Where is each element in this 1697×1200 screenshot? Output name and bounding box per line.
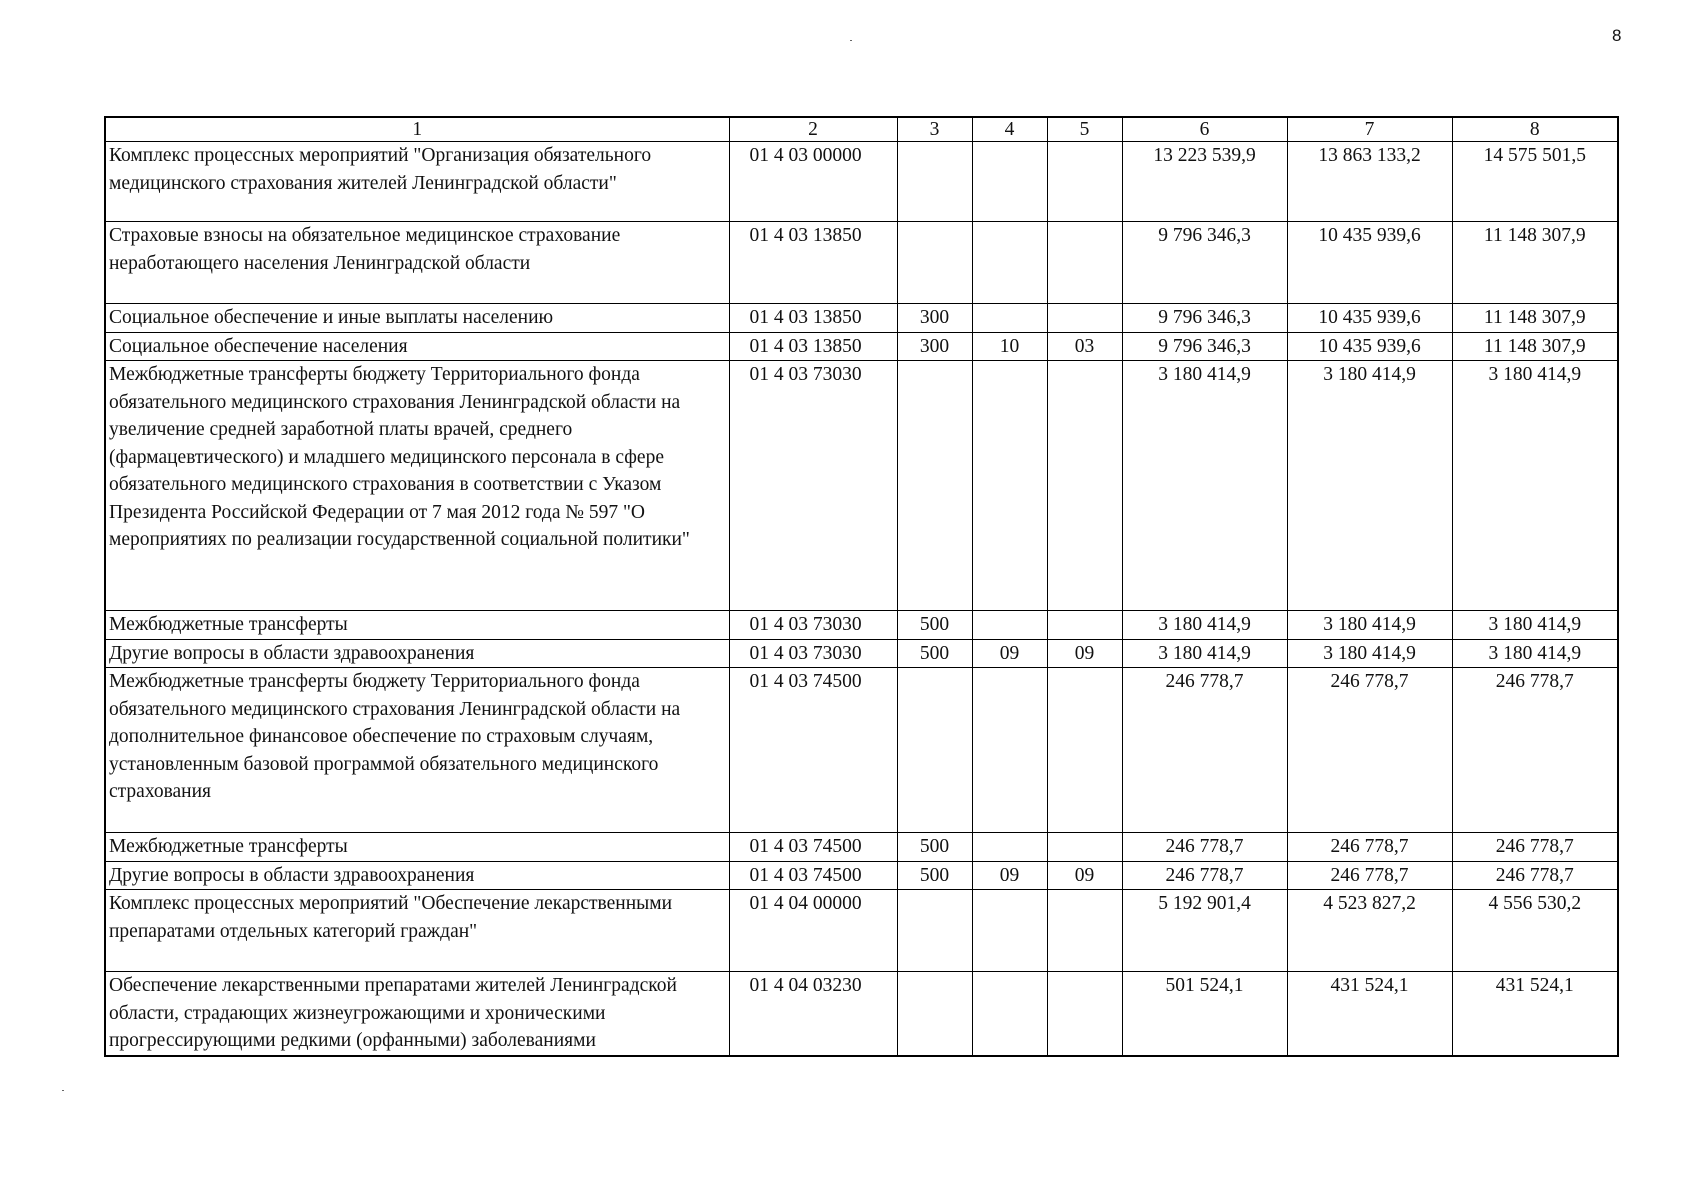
row-name: Межбюджетные трансферты бюджету Территориального фонда обязательного медицинского страхования Ленинградской области на увеличение средней заработной платы врачей, среднего (фармацевтического) и младшего медицинского персонала в сфере обязательного медицинского страхования в соответствии с Указом Президента Российской Федерации от 7 мая 2012 года № 597 "О мероприятиях по реализации государственной социальной политики"	[105, 361, 729, 611]
row-col3: 500	[897, 861, 972, 890]
row-value-8: 3 180 414,9	[1452, 361, 1618, 611]
row-value-6: 3 180 414,9	[1122, 361, 1287, 611]
row-name: Межбюджетные трансферты	[105, 611, 729, 640]
row-col3	[897, 361, 972, 611]
header-row	[105, 117, 1618, 142]
row-name: Социальное обеспечение населения	[105, 332, 729, 361]
table-row	[105, 611, 1618, 640]
page-number: 8	[1612, 26, 1622, 45]
row-value-7: 3 180 414,9	[1287, 639, 1452, 668]
row-col5	[1047, 668, 1122, 833]
header-cell: 5	[1047, 117, 1122, 142]
row-code: 01 4 03 73030	[729, 361, 897, 611]
row-value-7: 431 524,1	[1287, 972, 1452, 1056]
row-col5	[1047, 222, 1122, 304]
row-col5	[1047, 142, 1122, 222]
row-code: 01 4 03 13850	[729, 222, 897, 304]
row-value-7: 10 435 939,6	[1287, 304, 1452, 333]
row-value-6: 13 223 539,9	[1122, 142, 1287, 222]
row-code: 01 4 03 74500	[729, 833, 897, 862]
row-col5	[1047, 304, 1122, 333]
row-col5	[1047, 833, 1122, 862]
row-value-6: 246 778,7	[1122, 668, 1287, 833]
row-value-8: 246 778,7	[1452, 833, 1618, 862]
table-row	[105, 833, 1618, 862]
row-code: 01 4 03 73030	[729, 639, 897, 668]
row-col4	[972, 361, 1047, 611]
table-row	[105, 890, 1618, 972]
row-col4	[972, 668, 1047, 833]
table-row	[105, 972, 1618, 1056]
row-value-8: 11 148 307,9	[1452, 304, 1618, 333]
row-value-7: 246 778,7	[1287, 861, 1452, 890]
header-cell: 7	[1287, 117, 1452, 142]
row-value-6: 501 524,1	[1122, 972, 1287, 1056]
header-cell: 4	[972, 117, 1047, 142]
row-value-7: 3 180 414,9	[1287, 361, 1452, 611]
row-value-7: 246 778,7	[1287, 668, 1452, 833]
row-code: 01 4 03 73030	[729, 611, 897, 640]
row-value-6: 5 192 901,4	[1122, 890, 1287, 972]
row-col4	[972, 611, 1047, 640]
row-value-8: 14 575 501,5	[1452, 142, 1618, 222]
row-value-8: 246 778,7	[1452, 861, 1618, 890]
row-code: 01 4 03 13850	[729, 332, 897, 361]
table-row	[105, 304, 1618, 333]
row-value-6: 9 796 346,3	[1122, 222, 1287, 304]
row-col3	[897, 972, 972, 1056]
row-name: Межбюджетные трансферты бюджету Территориального фонда обязательного медицинского страхования Ленинградской области на дополнительное финансовое обеспечение по страховым случаям, установленным базовой программой обязательного медицинского страхования	[105, 668, 729, 833]
row-col3	[897, 142, 972, 222]
row-value-7: 4 523 827,2	[1287, 890, 1452, 972]
row-col3: 300	[897, 304, 972, 333]
row-value-6: 3 180 414,9	[1122, 639, 1287, 668]
row-value-8: 11 148 307,9	[1452, 222, 1618, 304]
row-col5	[1047, 972, 1122, 1056]
row-col3: 300	[897, 332, 972, 361]
header-cell: 8	[1452, 117, 1618, 142]
row-col4: 09	[972, 861, 1047, 890]
header-cell: 1	[105, 117, 729, 142]
row-value-6: 246 778,7	[1122, 861, 1287, 890]
header-cell: 2	[729, 117, 897, 142]
row-col4	[972, 304, 1047, 333]
row-col5	[1047, 890, 1122, 972]
row-col5: 09	[1047, 639, 1122, 668]
row-col4	[972, 833, 1047, 862]
row-col4: 10	[972, 332, 1047, 361]
row-col3	[897, 668, 972, 833]
row-name: Обеспечение лекарственными препаратами жителей Ленинградской области, страдающих жизнеугрожающими и хроническими прогрессирующими редкими (орфанными) заболеваниями	[105, 972, 729, 1056]
row-value-7: 10 435 939,6	[1287, 332, 1452, 361]
scan-speck	[62, 1090, 64, 1091]
row-col3: 500	[897, 833, 972, 862]
table-row	[105, 639, 1618, 668]
row-value-8: 246 778,7	[1452, 668, 1618, 833]
row-value-6: 9 796 346,3	[1122, 332, 1287, 361]
row-name: Другие вопросы в области здравоохранения	[105, 639, 729, 668]
row-value-7: 3 180 414,9	[1287, 611, 1452, 640]
row-code: 01 4 04 00000	[729, 890, 897, 972]
row-col5: 03	[1047, 332, 1122, 361]
row-value-8: 431 524,1	[1452, 972, 1618, 1056]
row-col4	[972, 222, 1047, 304]
row-value-7: 246 778,7	[1287, 833, 1452, 862]
row-code: 01 4 03 74500	[729, 668, 897, 833]
row-col4	[972, 972, 1047, 1056]
scan-speck	[850, 40, 852, 41]
row-value-7: 13 863 133,2	[1287, 142, 1452, 222]
row-name: Межбюджетные трансферты	[105, 833, 729, 862]
row-value-8: 3 180 414,9	[1452, 639, 1618, 668]
table-row	[105, 332, 1618, 361]
table-row	[105, 361, 1618, 611]
row-col5	[1047, 611, 1122, 640]
row-code: 01 4 04 03230	[729, 972, 897, 1056]
row-name: Социальное обеспечение и иные выплаты населению	[105, 304, 729, 333]
table-row	[105, 668, 1618, 833]
row-code: 01 4 03 74500	[729, 861, 897, 890]
row-code: 01 4 03 00000	[729, 142, 897, 222]
budget-table	[104, 116, 1619, 1057]
row-value-7: 10 435 939,6	[1287, 222, 1452, 304]
row-col3: 500	[897, 611, 972, 640]
row-col5: 09	[1047, 861, 1122, 890]
row-col4: 09	[972, 639, 1047, 668]
row-value-8: 3 180 414,9	[1452, 611, 1618, 640]
row-value-8: 4 556 530,2	[1452, 890, 1618, 972]
row-col3: 500	[897, 639, 972, 668]
row-name: Страховые взносы на обязательное медицинское страхование неработающего населения Ленинградской области	[105, 222, 729, 304]
row-value-6: 3 180 414,9	[1122, 611, 1287, 640]
row-value-6: 246 778,7	[1122, 833, 1287, 862]
row-code: 01 4 03 13850	[729, 304, 897, 333]
row-col4	[972, 142, 1047, 222]
row-name: Комплекс процессных мероприятий "Обеспечение лекарственными препаратами отдельных категорий граждан"	[105, 890, 729, 972]
table-row	[105, 861, 1618, 890]
header-cell: 3	[897, 117, 972, 142]
header-cell: 6	[1122, 117, 1287, 142]
row-value-6: 9 796 346,3	[1122, 304, 1287, 333]
row-name: Другие вопросы в области здравоохранения	[105, 861, 729, 890]
row-col3	[897, 890, 972, 972]
row-col3	[897, 222, 972, 304]
row-col4	[972, 890, 1047, 972]
row-name: Комплекс процессных мероприятий "Организация обязательного медицинского страхования жителей Ленинградской области"	[105, 142, 729, 222]
table-row	[105, 222, 1618, 304]
table-row	[105, 142, 1618, 222]
row-value-8: 11 148 307,9	[1452, 332, 1618, 361]
row-col5	[1047, 361, 1122, 611]
